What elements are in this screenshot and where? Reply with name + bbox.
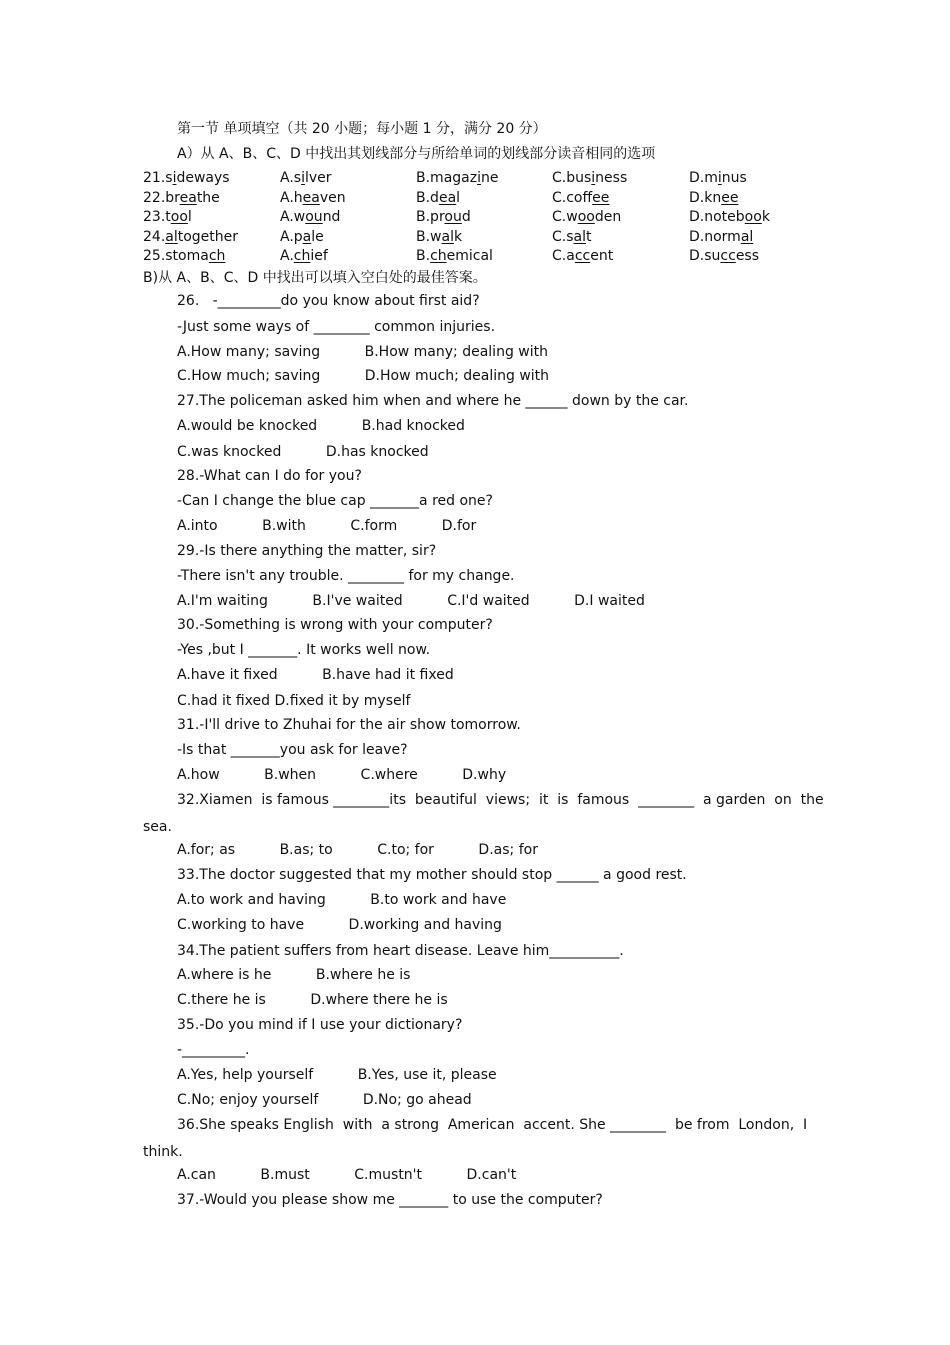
- question-line: -Yes ,but I _______. It works well now.: [177, 642, 431, 658]
- word-fragment: ent: [590, 248, 614, 265]
- underlined-letters: ou: [305, 209, 323, 226]
- word-fragment: le: [311, 228, 324, 245]
- phonetic-option-b: [416, 189, 460, 207]
- question-line: A.can B.must C.mustn't D.can't: [177, 1167, 517, 1183]
- word-fragment: ief: [310, 248, 328, 265]
- phonetic-option-a: [280, 228, 324, 246]
- phonetic-option-c: [552, 228, 592, 246]
- phonetic-option-d: [689, 169, 747, 187]
- phonetic-option-b: [416, 208, 471, 226]
- question-line: 30.-Something is wrong with your computer?: [177, 617, 493, 633]
- question-line: A.would be knocked B.had knocked: [177, 418, 465, 434]
- word-fragment: l: [456, 189, 461, 206]
- question-line: 31.-I'll drive to Zhuhai for the air show tomorrow.: [177, 717, 521, 733]
- word-fragment: A.p: [280, 228, 303, 245]
- underlined-letters: a: [302, 228, 312, 245]
- underlined-letters: oo: [744, 209, 762, 226]
- question-line: 33.The doctor suggested that my mother should stop ______ a good rest.: [177, 867, 687, 883]
- underlined-letters: al: [441, 228, 454, 245]
- question-line: A.into B.with C.form D.for: [177, 518, 477, 534]
- underlined-letters: i: [717, 170, 722, 186]
- question-line: 36.She speaks English with a strong American accent. She ________ be from London, I: [177, 1117, 808, 1133]
- question-line: -There isn't any trouble. ________ for my change.: [177, 568, 515, 584]
- question-line: 27.The policeman asked him when and where he ______ down by the car.: [177, 393, 689, 409]
- phonetic-question: [143, 228, 238, 246]
- underlined-letters: al: [740, 228, 754, 245]
- underlined-letters: ch: [293, 248, 311, 265]
- underlined-letters: ea: [179, 189, 197, 206]
- underlined-letters: ch: [430, 248, 447, 265]
- word-fragment: ess: [735, 248, 760, 265]
- word-fragment: 24.: [143, 228, 166, 245]
- word-fragment: A.s: [280, 170, 302, 186]
- word-fragment: t: [586, 228, 592, 245]
- question-line: A.have it fixed B.have had it fixed: [177, 667, 454, 683]
- section-title: 第一节 单项填空（共 20 小题；每小题 1 分，满分 20 分）: [177, 121, 547, 137]
- word-fragment: C.a: [552, 248, 575, 265]
- word-fragment: A.w: [280, 209, 306, 226]
- underlined-letters: i: [591, 170, 596, 186]
- word-fragment: 21.s: [143, 170, 173, 186]
- question-line: C.there he is D.where there he is: [177, 992, 448, 1008]
- underlined-letters: ee: [721, 189, 739, 206]
- question-line: A.to work and having B.to work and have: [177, 892, 507, 908]
- word-fragment: C.bus: [552, 170, 592, 186]
- underlined-letters: al: [165, 228, 178, 245]
- word-fragment: D.noteb: [689, 209, 745, 226]
- word-fragment: D.kn: [689, 189, 722, 206]
- word-fragment: C.coff: [552, 189, 593, 206]
- question-line: A.I'm waiting B.I've waited C.I'd waited D.I waited: [177, 593, 645, 609]
- word-fragment: 23.t: [143, 209, 171, 226]
- question-line: -_________.: [177, 1042, 250, 1058]
- underlined-letters: oo: [170, 209, 188, 226]
- word-fragment: nus: [721, 170, 747, 186]
- word-fragment: nd: [322, 209, 341, 226]
- question-line: A.how B.when C.where D.why: [177, 767, 507, 783]
- question-line: 28.-What can I do for you?: [177, 468, 362, 484]
- word-fragment: the: [196, 189, 220, 206]
- phonetic-question: [143, 247, 225, 265]
- question-line: A.for; as B.as; to C.to; for D.as; for: [177, 842, 538, 858]
- question-line: C.had it fixed D.fixed it by myself: [177, 693, 411, 709]
- word-fragment: B.: [416, 248, 431, 265]
- question-line: sea.: [143, 819, 172, 835]
- phonetic-option-b: [416, 169, 498, 187]
- phonetic-option-b: [416, 228, 462, 246]
- underlined-letters: oo: [577, 209, 595, 226]
- word-fragment: den: [594, 209, 622, 226]
- underlined-letters: ea: [302, 189, 320, 206]
- word-fragment: l: [187, 209, 192, 226]
- question-line: 26. -_________do you know about first aid?: [177, 293, 480, 309]
- word-fragment: lver: [304, 170, 332, 186]
- phonetic-option-d: [689, 247, 759, 265]
- word-fragment: emical: [446, 248, 493, 265]
- phonetic-option-b: [416, 247, 493, 265]
- word-fragment: B.magaz: [416, 170, 478, 186]
- question-line: 29.-Is there anything the matter, sir?: [177, 543, 437, 559]
- word-fragment: B.w: [416, 228, 442, 245]
- question-line: 32.Xiamen is famous ________its beautiful views; it is famous ________ a garden on the: [177, 792, 824, 808]
- word-fragment: d: [461, 209, 471, 226]
- word-fragment: A.h: [280, 189, 303, 206]
- question-line: C.working to have D.working and having: [177, 917, 502, 933]
- phonetic-option-a: [280, 169, 332, 187]
- word-fragment: deways: [176, 170, 230, 186]
- phonetic-option-c: [552, 247, 613, 265]
- phonetic-option-a: [280, 208, 340, 226]
- question-line: A.Yes, help yourself B.Yes, use it, please: [177, 1067, 497, 1083]
- word-fragment: ven: [319, 189, 346, 206]
- underlined-letters: al: [573, 228, 586, 245]
- underlined-letters: ch: [208, 248, 226, 265]
- phonetic-option-d: [689, 208, 770, 226]
- word-fragment: together: [177, 228, 239, 245]
- word-fragment: A.: [280, 248, 294, 265]
- word-fragment: ne: [480, 170, 499, 186]
- question-line: C.How much; saving D.How much; dealing with: [177, 368, 550, 384]
- underlined-letters: i: [477, 170, 481, 186]
- phonetic-option-c: [552, 189, 609, 207]
- word-fragment: 22.br: [143, 189, 180, 206]
- question-line: A.How many; saving B.How many; dealing with: [177, 344, 548, 360]
- phonetic-option-a: [280, 189, 346, 207]
- question-line: 34.The patient suffers from heart disease. Leave him__________.: [177, 943, 624, 959]
- part-a-instruction: A）从 A、B、C、D 中找出其划线部分与所给单词的划线部分读音相同的选项: [177, 146, 656, 162]
- phonetic-option-d: [689, 189, 738, 207]
- question-line: 35.-Do you mind if I use your dictionary?: [177, 1017, 463, 1033]
- word-fragment: B.d: [416, 189, 439, 206]
- word-fragment: D.m: [689, 170, 718, 186]
- underlined-letters: ea: [438, 189, 457, 206]
- question-line: -Just some ways of ________ common injuries.: [177, 319, 496, 335]
- word-fragment: C.w: [552, 209, 578, 226]
- question-line: -Can I change the blue cap _______a red one?: [177, 493, 493, 509]
- word-fragment: k: [453, 228, 463, 245]
- underlined-letters: ee: [592, 189, 610, 206]
- underlined-letters: i: [172, 170, 177, 186]
- question-line: -Is that _______you ask for leave?: [177, 742, 408, 758]
- word-fragment: D.su: [689, 248, 721, 265]
- question-line: think.: [143, 1144, 183, 1160]
- underlined-letters: cc: [720, 248, 736, 265]
- phonetic-question: [143, 169, 230, 187]
- phonetic-option-d: [689, 228, 753, 246]
- word-fragment: 25.stoma: [143, 248, 209, 265]
- question-line: C.No; enjoy yourself D.No; go ahead: [177, 1092, 472, 1108]
- question-line: A.where is he B.where he is: [177, 967, 411, 983]
- underlined-letters: ou: [444, 209, 462, 226]
- word-fragment: B.pr: [416, 209, 445, 226]
- part-b-instruction: B)从 A、B、C、D 中找出可以填入空白处的最佳答案。: [143, 270, 487, 286]
- word-fragment: D.norm: [689, 228, 741, 245]
- underlined-letters: cc: [574, 248, 591, 265]
- underlined-letters: i: [301, 170, 305, 186]
- phonetic-option-c: [552, 169, 627, 187]
- question-line: 37.-Would you please show me _______ to use the computer?: [177, 1192, 603, 1208]
- phonetic-option-a: [280, 247, 328, 265]
- question-line: C.was knocked D.has knocked: [177, 444, 429, 460]
- word-fragment: C.s: [552, 228, 574, 245]
- word-fragment: k: [761, 209, 770, 226]
- word-fragment: ness: [595, 170, 628, 186]
- phonetic-question: [143, 189, 220, 207]
- phonetic-option-c: [552, 208, 621, 226]
- phonetic-question: [143, 208, 192, 226]
